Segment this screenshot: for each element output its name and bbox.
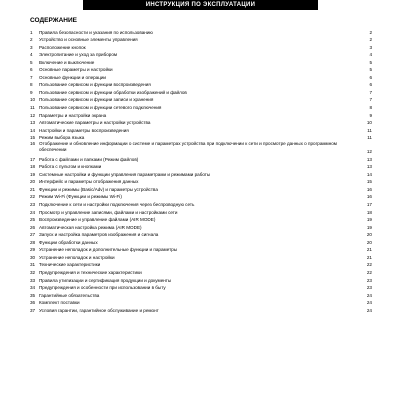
toc-item-number: 24 (30, 209, 36, 215)
toc-item-page: 21 (366, 254, 372, 260)
toc-item (30, 66, 372, 74)
toc-item-page: 16 (366, 186, 372, 192)
toc-item-page: 9 (369, 112, 372, 118)
toc-item-page: 24 (366, 300, 372, 306)
toc-item-text: Условия гарантии, гарантийное обслуживание и ремонт (39, 307, 159, 313)
toc-item-page: 16 (366, 194, 372, 200)
toc-item-text: Режим выбора языка (39, 135, 85, 141)
toc-item (30, 96, 372, 104)
toc-item-text: Автоматическая настройка режима (AIR MODE) (39, 224, 142, 230)
toc-item-number: 32 (30, 269, 36, 275)
toc-item-page: 22 (366, 269, 372, 275)
toc-item-page: 2 (369, 37, 372, 43)
toc-item (30, 134, 372, 142)
toc-item-page: 5 (369, 59, 372, 65)
toc-item (30, 185, 372, 193)
toc-item-number: 37 (30, 307, 36, 313)
toc-item-text: Электропитание и уход за прибором (39, 52, 118, 58)
toc-item-text: Функции и режимы (Basic/Adv) и параметры устройства (39, 186, 158, 192)
toc-item (30, 268, 372, 276)
toc-item-text: Пользование сервисом и функции обработки изображений и файлов (39, 89, 187, 95)
toc-item-number: 12 (30, 112, 36, 118)
toc-item-page: 7 (369, 97, 372, 103)
toc-item (30, 88, 372, 96)
toc-item-page: 6 (369, 82, 372, 88)
toc-item-text: Параметры и настройки экрана (39, 112, 107, 118)
toc-item-page: 5 (369, 67, 372, 73)
toc-item (30, 200, 372, 208)
toc-item-text: Воспроизведение и управление файлами (AIR MODE) (39, 217, 156, 223)
toc-item-number: 23 (30, 202, 36, 208)
toc-item-number: 5 (30, 59, 33, 65)
toc-item-page: 24 (366, 307, 372, 313)
toc-item-number: 29 (30, 247, 36, 253)
toc-item (30, 284, 372, 292)
toc-item-text: Комплект поставки (39, 300, 80, 306)
toc-item (30, 178, 372, 186)
toc-item-page: 7 (369, 89, 372, 95)
toc-item (30, 119, 372, 127)
toc-item-text: Интерфейс и параметры отображения данных (39, 179, 139, 185)
toc-item (30, 36, 372, 44)
toc-item-number: 36 (30, 300, 36, 306)
toc-item (30, 208, 372, 216)
toc-item-page: 2 (369, 29, 372, 35)
toc-item-text: Автоматические параметры и настройки устройства (39, 120, 151, 126)
toc-item-number: 3 (30, 44, 33, 50)
toc-item-text: Запуск и настройка параметров изображения и сигнала (39, 232, 159, 238)
toc-item (30, 43, 372, 51)
toc-item (30, 238, 372, 246)
toc-item-page: 13 (366, 156, 372, 162)
toc-item-text: Расположение кнопок (39, 44, 86, 50)
toc-item (30, 223, 372, 231)
toc-item-page: 11 (367, 127, 372, 133)
toc-item-text: Предупреждения и технические характеристики (39, 269, 142, 275)
toc-item (30, 58, 372, 66)
toc-item (30, 111, 372, 119)
toc-item-number: 25 (30, 217, 36, 223)
toc-item-number: 15 (30, 135, 36, 141)
toc-item-number: 4 (30, 52, 33, 58)
toc-item (30, 73, 372, 81)
toc-item-number: 21 (30, 186, 36, 192)
toc-item-page: 4 (369, 52, 372, 58)
toc-item-page: 18 (366, 209, 372, 215)
toc-item-number: 22 (30, 194, 36, 200)
toc-item-page: 19 (366, 224, 372, 230)
toc-item-page: 3 (369, 44, 372, 50)
toc-item-number: 27 (30, 232, 36, 238)
toc-item (30, 253, 372, 261)
toc-item-text: Пользование сервисом и функции записи и хранения (39, 97, 154, 103)
toc-item-text: Предупреждения и особенности при использовании в быту (39, 285, 166, 291)
toc-item (30, 51, 372, 59)
toc-item-number: 26 (30, 224, 36, 230)
toc-item-text: Настройки и параметры воспроизведения (39, 127, 129, 133)
toc-item-number: 17 (30, 156, 36, 162)
toc-item-text: Гарантийные обязательства (39, 292, 100, 298)
toc-item (30, 170, 372, 178)
toc-item-page: 14 (366, 171, 372, 177)
toc-item-page: 17 (366, 202, 372, 208)
toc-item-page: 20 (366, 239, 372, 245)
toc-item-page: 15 (366, 179, 372, 185)
toc-item-text: Просмотр и управление записями, файлами и настройками сети (39, 209, 178, 215)
toc-item-number: 16 (30, 141, 36, 147)
toc-item-number: 8 (30, 82, 33, 88)
toc-item-page: 20 (366, 232, 372, 238)
toc-item-page: 23 (366, 285, 372, 291)
toc-item-number: 14 (30, 127, 36, 133)
toc-item-number: 20 (30, 179, 36, 185)
toc-item-number: 13 (30, 120, 36, 126)
toc-item-page: 12 (366, 149, 372, 155)
toc-item (30, 299, 372, 307)
toc-item (30, 141, 372, 155)
toc-item-text: Системные настройки и функции управления параметрами и режимами работы (39, 171, 211, 177)
toc-item (30, 193, 372, 201)
toc-item-text: Функции обработки данных (39, 239, 98, 245)
toc-item-number: 1 (30, 29, 33, 35)
toc-item-text: Работа с файлами и папками (Режим файлов) (39, 156, 139, 162)
toc-item-page: 23 (366, 277, 372, 283)
toc-item (30, 126, 372, 134)
toc-item-text: Включение и выключение (39, 59, 95, 65)
toc-item (30, 81, 372, 89)
toc-item-number: 30 (30, 254, 36, 260)
toc-item (30, 231, 372, 239)
toc-item-page: 13 (366, 164, 372, 170)
toc-item-page: 22 (366, 262, 372, 268)
toc-item-number: 31 (30, 262, 36, 268)
toc-item-page: 8 (369, 105, 372, 111)
toc-item-text: Устройство и основные элементы управления (39, 37, 138, 43)
toc-item-page: 11 (367, 135, 372, 141)
toc-item (30, 306, 372, 314)
header-bar (83, 0, 318, 10)
toc-list (30, 28, 372, 314)
toc-item-text: Устранение неполадок и настройки (39, 254, 115, 260)
toc-item-number: 33 (30, 277, 36, 283)
toc-item-text: Подключение к сети и настройки подключения через беспроводную сеть (39, 202, 195, 208)
toc-item (30, 163, 372, 171)
toc-item-text: Правила безопасности и указания по использованию (39, 29, 153, 35)
toc-item-text: Режим Wi-Fi (Функции и режимы Wi-Fi) (39, 194, 122, 200)
toc-title: СОДЕРЖАНИЕ (30, 17, 77, 24)
toc-item-number: 19 (30, 171, 36, 177)
toc-item (30, 261, 372, 269)
toc-item-page: 21 (366, 247, 372, 253)
toc-item-number: 7 (30, 74, 33, 80)
header-title: ИНСТРУКЦИЯ ПО ЭКСПЛУАТАЦИИ (145, 2, 256, 8)
toc-item-number: 34 (30, 285, 36, 291)
toc-item-number: 35 (30, 292, 36, 298)
toc-item-text: Отображение и обновление информации о системе и параметрах устройства при подключении к сети и просмотре данных о программном обеспечении (39, 141, 337, 153)
toc-item-text: Основные функции и операции (39, 74, 106, 80)
toc-item (30, 246, 372, 254)
toc-item-number: 11 (30, 105, 35, 111)
toc-item-text: Правила утилизации и сертификация продукции и документы (39, 277, 172, 283)
toc-item-text: Технические характеристики (39, 262, 101, 268)
toc-item (30, 103, 372, 111)
toc-item-page: 19 (366, 217, 372, 223)
toc-item-page: 6 (369, 74, 372, 80)
toc-item-text: Работа с пультом и кнопками (39, 164, 102, 170)
toc-item-number: 18 (30, 164, 36, 170)
toc-item-number: 6 (30, 67, 33, 73)
toc-item-number: 10 (30, 97, 36, 103)
toc-item (30, 155, 372, 163)
toc-item-page: 24 (366, 292, 372, 298)
toc-item-text: Пользование сервисом и функции сетевого подключения (39, 105, 162, 111)
toc-item (30, 216, 372, 224)
toc-item (30, 291, 372, 299)
toc-item-number: 2 (30, 37, 33, 43)
toc-item-number: 9 (30, 89, 33, 95)
toc-item-text: Основные параметры и настройки (39, 67, 113, 73)
toc-item-text: Устранение неполадок и дополнительные функции и параметры (39, 247, 178, 253)
toc-item-text: Пользование сервисом и функции воспроизведения (39, 82, 151, 88)
toc-item-page: 10 (366, 120, 372, 126)
toc-item (30, 276, 372, 284)
toc-item-number: 28 (30, 239, 36, 245)
toc-item (30, 28, 372, 36)
